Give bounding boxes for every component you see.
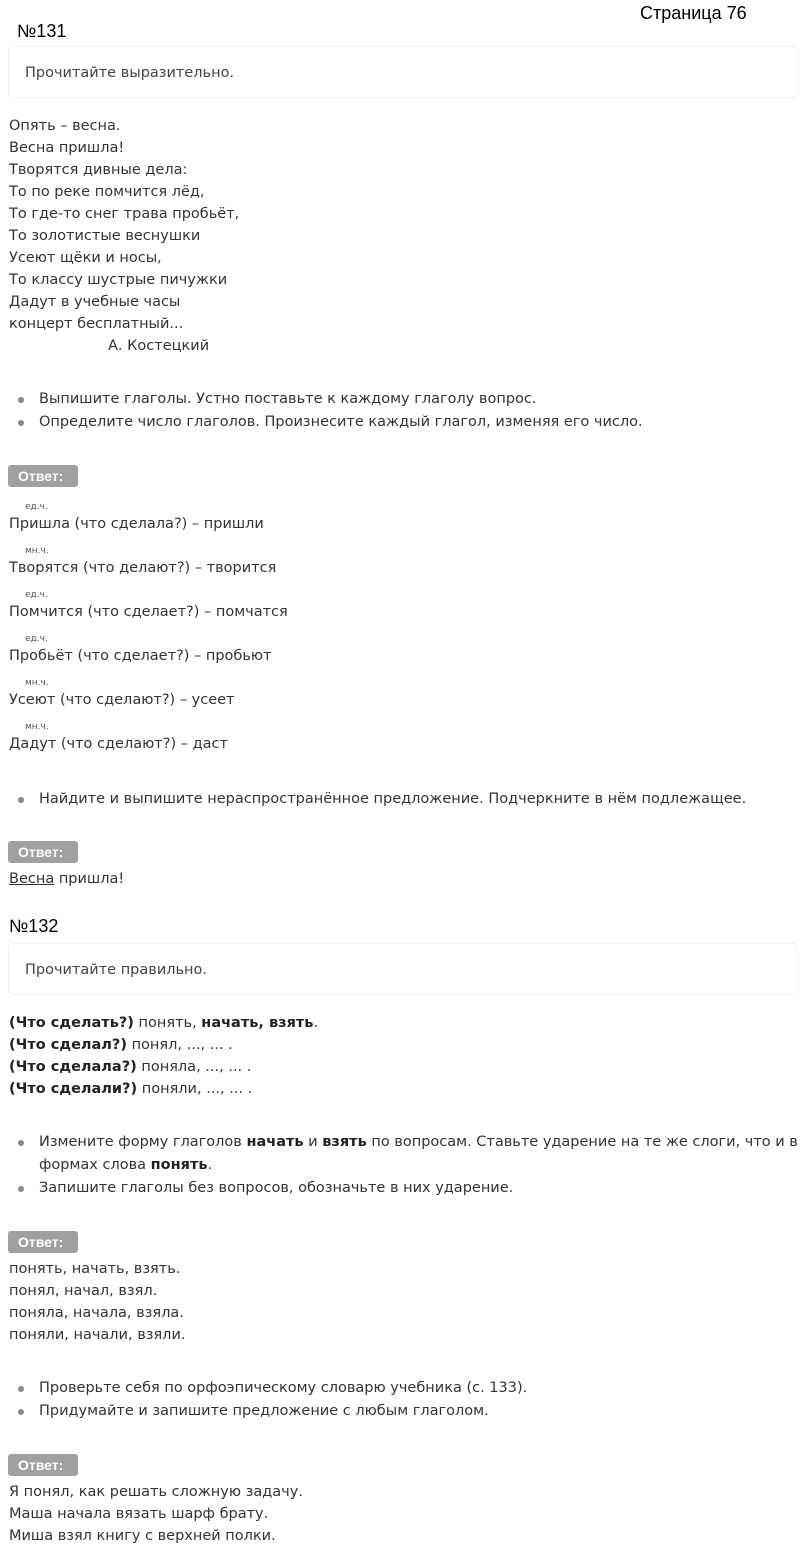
verb-text: Усеют (что сделают?) – усеет [9, 692, 235, 708]
task-number-132: №132 [9, 916, 59, 936]
list-item: Определите число глаголов. Произнесите каждый глагол, изменяя его число. [9, 411, 799, 434]
forms-text: понял, ..., ... . [126, 1037, 233, 1053]
list-item: Проверьте себя по орфоэпическому словарю учебника (с. 133). [9, 1377, 799, 1400]
poem-line: Творятся дивные дела: [9, 162, 188, 178]
answer-line: понять, начать, взять. [9, 1261, 181, 1277]
answer-line: понял, начал, взял. [9, 1283, 158, 1299]
poem-line: Усеют щёки и носы, [9, 250, 162, 266]
verb-forms [9, 1012, 318, 1100]
answer-label: Ответ: [8, 1454, 78, 1476]
poem-line: Опять – весна. [9, 118, 121, 134]
poem [9, 115, 239, 335]
answer-sentence [9, 868, 124, 890]
verb-entry [9, 545, 276, 578]
answer-line: Миша взял книгу с верхней полки. [9, 1528, 276, 1544]
form-line [9, 1056, 318, 1078]
list-item: Запишите глаголы без вопросов, обозначьте в них ударение. [9, 1177, 799, 1200]
instruction-box-132: Прочитайте правильно. [8, 943, 798, 995]
answer-forms [9, 1258, 185, 1346]
number-tag: мн.ч. [25, 722, 49, 732]
number-tag: ед.ч. [25, 590, 48, 600]
forms-text: поняли, ..., ... . [137, 1081, 253, 1097]
list-item: Найдите и выпишите нераспространённое предложение. Подчеркните в нём подлежащее. [9, 788, 799, 811]
number-tag: ед.ч. [25, 634, 48, 644]
answer-line: поняла, начала, взяла. [9, 1305, 184, 1321]
question: (Что сделали?) [9, 1081, 138, 1097]
form-line [9, 1078, 318, 1100]
list-item: Измените форму глаголов начать и взять по вопросам. Ставьте ударение на те же слоги, что и в формах слова понять. [9, 1131, 799, 1177]
number-tag: мн.ч. [25, 546, 49, 556]
instructions-list-3 [9, 1131, 799, 1200]
form-line [9, 1034, 318, 1056]
task-number-131: №131 [17, 21, 67, 41]
bold-verbs: начать, взять [201, 1015, 314, 1031]
list-item: Выпишите глаголы. Устно поставьте к каждому глаголу вопрос. [9, 388, 799, 411]
form-line [9, 1012, 318, 1034]
instructions-list-2 [9, 788, 799, 811]
answer-label: Ответ: [8, 1231, 78, 1253]
answer-line: поняли, начали, взяли. [9, 1327, 186, 1343]
verb-entry [9, 633, 272, 666]
instructions-list-4 [9, 1377, 799, 1423]
poem-line: концерт бесплатный... [9, 316, 184, 332]
poem-line: Дадут в учебные часы [9, 294, 181, 310]
sentence-rest: пришла! [54, 871, 125, 887]
verb-entry [9, 589, 288, 622]
question: (Что сделать?) [9, 1015, 134, 1031]
forms-text: понять, [133, 1015, 202, 1031]
forms-text: поняла, ..., ... . [136, 1059, 252, 1075]
instructions-list-1 [9, 388, 799, 434]
page-number: Страница 76 [640, 3, 747, 23]
number-tag: ед.ч. [25, 502, 48, 512]
verb-text: Творятся (что делают?) – творится [9, 560, 277, 576]
poem-line: То где-то снег трава пробьёт, [9, 206, 240, 222]
instruction-box-131: Прочитайте выразительно. [8, 46, 798, 98]
answer-label: Ответ: [8, 841, 78, 863]
end: . [313, 1015, 319, 1031]
answer-line: Маша начала вязать шарф брату. [9, 1506, 269, 1522]
list-item: Придумайте и запишите предложение с любым глаголом. [9, 1400, 799, 1423]
question: (Что сделал?) [9, 1037, 127, 1053]
answer-line: Я понял, как решать сложную задачу. [9, 1484, 303, 1500]
verb-text: Пришла (что сделала?) – пришли [9, 516, 264, 532]
poem-line: То золотистые веснушки [9, 228, 201, 244]
poem-line: То по реке помчится лёд, [9, 184, 205, 200]
number-tag: мн.ч. [25, 678, 49, 688]
answer-sentences [9, 1481, 303, 1547]
verb-entry [9, 501, 264, 534]
poem-author: А. Костецкий [108, 338, 210, 354]
verb-entry [9, 677, 235, 710]
poem-line: То классу шустрые пичужки [9, 272, 228, 288]
poem-line: Весна пришла! [9, 140, 125, 156]
answer-label: Ответ: [8, 465, 78, 487]
verb-text: Дадут (что сделают?) – даст [9, 736, 228, 752]
question: (Что сделала?) [9, 1059, 137, 1075]
verb-text: Помчится (что сделает?) – помчатся [9, 604, 288, 620]
underlined-subject: Весна [9, 871, 55, 887]
verb-entry [9, 721, 228, 754]
verb-text: Пробьёт (что сделает?) – пробьют [9, 648, 272, 664]
